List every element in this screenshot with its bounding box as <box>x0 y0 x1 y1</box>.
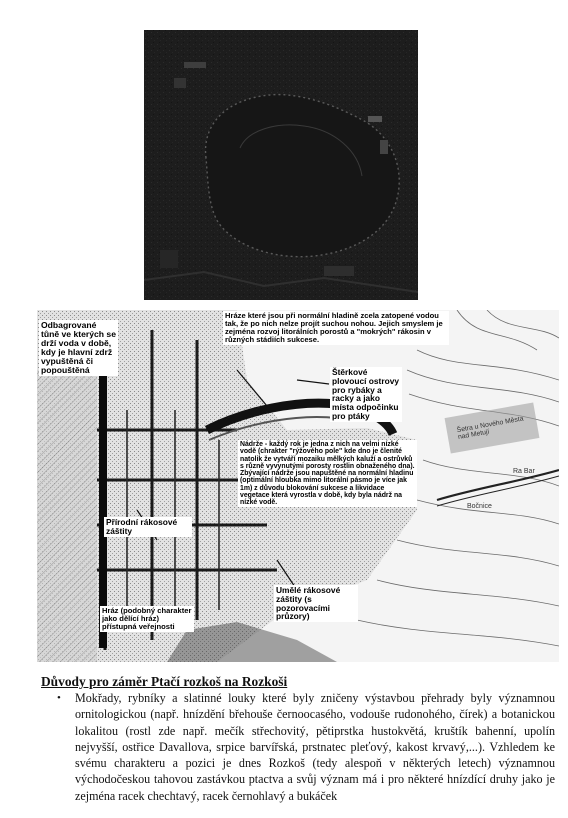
label-gravel-islands: Štěrkové plovoucí ostrovy pro rybáky a racky a jako místa odpočinku pro ptáky <box>330 367 402 422</box>
section-heading: Důvody pro záměr Ptačí rozkoš na Rozkoši <box>41 674 288 689</box>
map-place-name: Šetra u Nového Města nad Metují <box>456 415 525 442</box>
label-dam: Hráz (podobný charakter jako dělící hráz) přístupná veřejnosti <box>100 606 194 632</box>
label-artificial-reeds: Umělé rákosové záštity (s pozorovacími průzory) <box>274 585 358 622</box>
section-paragraph: Mokřady, rybníky a slatinné louky které byly zničeny výstavbou přehrady byly významnou ornitologickou (např. hnízdění břehouše černoocasého, vodouše rudonohého, čírek) a botanickou lokalitou (rostl zde např. mečík střechovitý, pětiprstka hustokvětá, kruštík bahenní, upolín nejvyšší, ostřice Davallova, srpice barvířská, prstnatec pleťový, kakost krvavý,...). Vzhledem ke svému charakteru a pozici je dnes Rozkoš (tedy alespoň v některých letech) významnou východočeskou tahovou zastávkou ptactva a svůj význam má i pro některé hnízdící druhy jako je zejména racek chechtavý, racek černohlavý a bukáček <box>75 691 555 803</box>
annotated-map <box>37 310 559 662</box>
map-place-name: Bočnice <box>467 503 492 510</box>
aerial-photo <box>144 30 418 300</box>
label-tanks: Nádrže - každý rok je jedna z nich na velmi nízké vodě (chrakter "rýžového pole" kde dno je členité natolik že vytváří mozaiku mělkých kaluží a ostrůvků s různě vyvynutými porosty rostlin obnaženého dna). Zbývající nádrže jsou napuštěné na normální hladinu (optimální hloubka mimo litorální pásmo je více jak 1m) z důvodu blokování sukcese a likvidace vegetace která vyrostla v době, kdy byla nádrž na nízké vodě. <box>238 440 417 507</box>
label-reservoirs: Odbagrované tůně ve kterých se drží voda v době, kdy je hlavní zdrž vypuštěná či popouštěná <box>41 320 116 376</box>
label-dikes-flooded: Hráze které jsou při normální hladině zcela zatopené vodou tak, že po nich nelze projít suchou nohou. Jejich smyslem je zejména rozvoj litorálních porostů a "mokrých" rákosin v různých stádiích sukcese. <box>223 311 449 345</box>
bullet-marker: • <box>57 692 61 704</box>
aerial-photo-graphic <box>144 30 418 300</box>
map-place-name: Ra Bar <box>513 468 535 475</box>
label-natural-reeds: Přírodní rákosové záštity <box>104 517 192 537</box>
